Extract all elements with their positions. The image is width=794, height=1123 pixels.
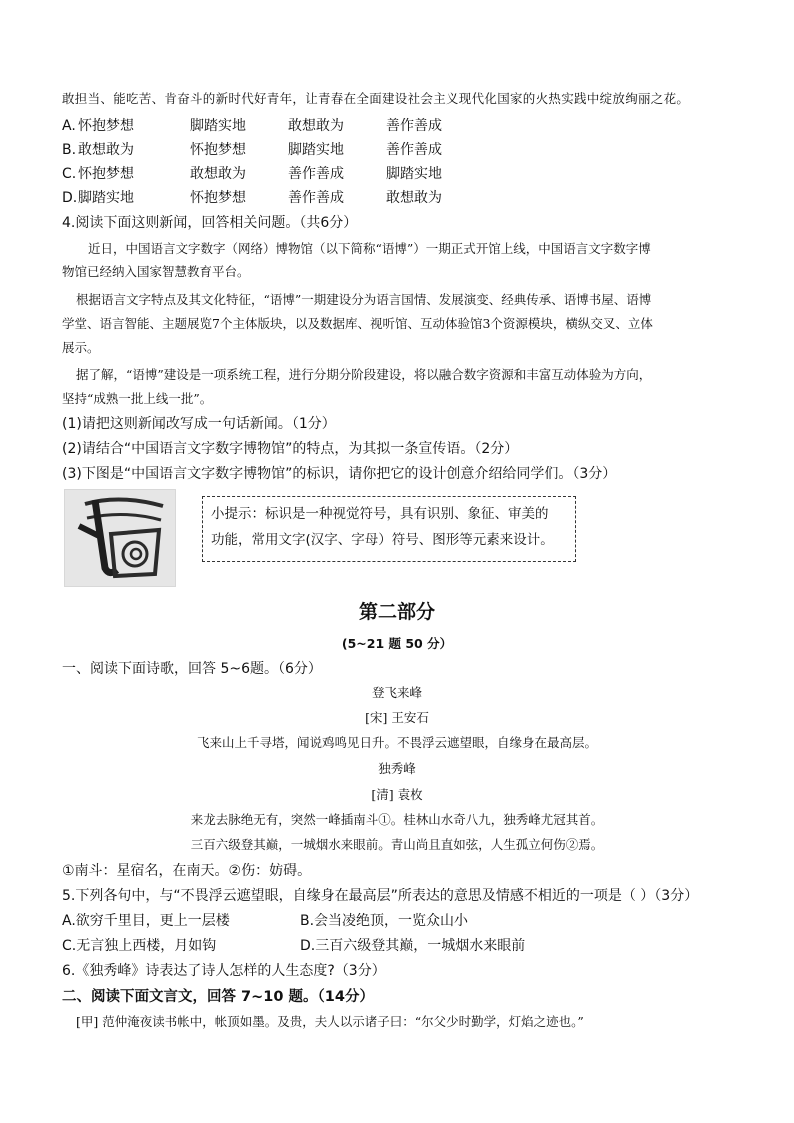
tip-line: 功能，常用文字(汉字、字母）符号、图形等元素来设计。 [211, 532, 554, 548]
option-item: 怀抱梦想 [190, 142, 246, 158]
news-line: 据了解，“语博”建设是一项系统工程，进行分期分阶段建设，将以融合数字资源和丰富互动体验为方向， [76, 367, 652, 382]
tip-line: 小提示：标识是一种视觉符号，具有识别、象征、审美的 [211, 506, 549, 522]
option-item: 善作善成 [386, 118, 442, 134]
news-line: 近日，中国语言文字数字（网络）博物馆（以下简称“语博”）一期正式开馆上线，中国语言文字数字博 [88, 241, 651, 256]
option-label: A. [62, 118, 76, 134]
option-item: 善作善成 [288, 166, 344, 182]
sec2-heading: 二、阅读下面文言文，回答 7~10 题。（14分） [62, 989, 374, 1005]
q5-option-c: C.无言独上西楼，月如钩 [62, 938, 217, 954]
poem-line: 三百六级登其巅，一城烟水来眼前。青山尚且直如弦，人生孤立何伤②焉。 [190, 837, 604, 852]
sec2-passage-jia: [甲] 范仲淹夜读书帐中，帐顶如墨。及贵，夫人以示诸子曰：“尔父少时勤学，灯焰之迹也。” [76, 1014, 584, 1029]
poem-title: 独秀峰 [378, 761, 416, 776]
option-item: 脚踏实地 [190, 118, 246, 134]
q6-stem: 6.《独秀峰》诗表达了诗人怎样的人生态度?（3分） [62, 963, 386, 979]
yubo-logo [64, 489, 176, 587]
news-line: 物馆已经纳入国家智慧教育平台。 [62, 264, 250, 279]
option-item: 脚踏实地 [386, 166, 442, 182]
news-line: 坚持“成熟一批上线一批”。 [62, 391, 213, 406]
option-item: 善作善成 [386, 142, 442, 158]
q4-sub3: (3)下图是“中国语言文字数字博物馆”的标识，请你把它的设计创意介绍给同学们。（3分） [62, 466, 617, 482]
option-item: 怀抱梦想 [78, 166, 134, 182]
part2-title: 第二部分 [358, 601, 435, 623]
sec1-heading: 一、阅读下面诗歌，回答 5~6题。（6分） [62, 661, 322, 677]
option-label: B. [62, 142, 77, 158]
option-item: 敢想敢为 [190, 166, 246, 182]
poem-author: [宋] 王安石 [365, 710, 429, 725]
q4-sub2: (2)请结合“中国语言文字数字博物馆”的特点，为其拟一条宣传语。（2分） [62, 441, 519, 457]
poem-line: 飞来山上千寻塔，闻说鸡鸣见日升。不畏浮云遮望眼，自缘身在最高层。 [196, 735, 597, 750]
option-item: 敢想敢为 [288, 118, 344, 134]
q5-stem: 5.下列各句中，与“不畏浮云遮望眼，自缘身在最高层”所表达的意思及情感不相近的一项是（ ）（3分） [62, 888, 699, 904]
option-label: D. [62, 190, 78, 206]
option-item: 敢想敢为 [78, 142, 134, 158]
q4-stem: 4.阅读下面这则新闻，回答相关问题。（共6分） [62, 215, 358, 231]
part2-subtitle: (5~21 题 50 分） [341, 636, 453, 651]
q3-stem-tail: 敢担当、能吃苦、肯奋斗的新时代好青年，让青春在全面建设社会主义现代化国家的火热实践中绽放绚丽之花。 [62, 91, 690, 106]
poem-title: 登飞来峰 [371, 685, 422, 700]
option-item: 怀抱梦想 [190, 190, 246, 206]
q4-sub1: (1)请把这则新闻改写成一句话新闻。（1分） [62, 416, 336, 432]
option-item: 敢想敢为 [386, 190, 442, 206]
option-item: 脚踏实地 [288, 142, 344, 158]
q5-option-b: B.会当凌绝顶，一览众山小 [300, 913, 469, 929]
q5-option-d: D.三百六级登其巅，一城烟水来眼前 [300, 938, 526, 954]
q5-option-a: A.欲穷千里目，更上一层楼 [62, 913, 230, 929]
yubo-logo-mark [65, 490, 175, 586]
news-line: 学堂、语言智能、主题展览7个主体版块，以及数据库、视听馆、互动体验馆3个资源模块，横纵交叉、立体 [62, 316, 653, 331]
news-line: 根据语言文字特点及其文化特征，“语博”一期建设分为语言国情、发展演变、经典传承、语博书屋、语博 [76, 292, 652, 307]
poem-author: [清] 袁枚 [371, 787, 423, 802]
poem-notes: ①南斗：星宿名，在南天。②伤：妨碍。 [62, 863, 312, 879]
option-label: C. [62, 166, 77, 182]
tip-box [202, 496, 576, 562]
poem-line: 来龙去脉绝无有，突然一峰插南斗①。桂林山水奇八九，独秀峰尤冠其首。 [190, 812, 604, 827]
news-line: 展示。 [62, 340, 100, 355]
option-item: 怀抱梦想 [78, 118, 134, 134]
option-item: 善作善成 [288, 190, 344, 206]
option-item: 脚踏实地 [78, 190, 134, 206]
